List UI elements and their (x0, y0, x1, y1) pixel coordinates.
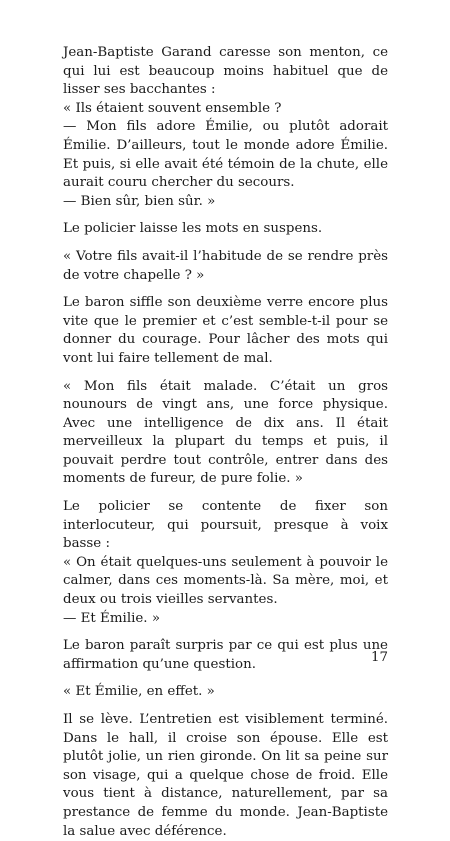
text-line: Le baron paraît surpris par ce qui est plus une affirmation qu’une question. (63, 638, 388, 672)
dialogue-line: « Et Émilie, en effet. » (63, 684, 215, 700)
paragraph (63, 294, 388, 368)
paragraph (63, 683, 388, 702)
text-line: Le policier se contente de fixer son interlocuteur, qui poursuit, presque à voix basse : (63, 499, 388, 552)
dialogue-line: « Ils étaient souvent ensemble ? (63, 100, 282, 116)
dialogue-line: « Votre fils avait-il l’habitude de se rendre près de votre chapelle ? » (63, 248, 388, 283)
text-line: Jean-Baptiste Garand caresse son menton, ce qui lui est beaucoup moins habituel que de lisser ses bacchantes : (63, 45, 388, 98)
dialogue-line: — Bien sûr, bien sûr. » (63, 193, 216, 209)
paragraph (63, 44, 388, 211)
text-line: Il se lève. L’entretien est visiblement terminé. Dans le hall, il croise son épouse. Elle est plutôt jolie, un rien gironde. On lit sa peine sur son visage, qui a quelque chose de froid. Elle vous tient à distance, naturellement, par sa prestance de femme du monde. Jean-Baptiste la salue avec déférence. (63, 712, 388, 839)
body-text (63, 44, 388, 841)
page-number: 17 (370, 650, 388, 665)
paragraph (63, 378, 388, 490)
paragraph (63, 248, 388, 285)
paragraph (63, 637, 388, 674)
paragraph (63, 498, 388, 628)
text-line: Le policier laisse les mots en suspens. (63, 221, 323, 237)
dialogue-line: « Mon fils était malade. C’était un gros nounours de vingt ans, une force physique. Avec une intelligence de dix ans. Il était merveilleux la plupart du temps et puis, il pouvait perdre tout contrôle, entrer dans des moments de fureur, de pure folie. » (63, 378, 388, 487)
dialogue-line: — Mon fils adore Émilie, ou plutôt adorait Émilie. D’ailleurs, tout le monde adore Émilie. Et puis, si elle avait été témoin de la chute, elle aurait couru chercher du secours. (63, 119, 388, 191)
paragraph (63, 711, 388, 841)
dialogue-line: — Et Émilie. » (63, 610, 161, 626)
dialogue-line: « On était quelques-uns seulement à pouvoir le calmer, dans ces moments-là. Sa mère, moi, et deux ou trois vieilles servantes. (63, 554, 388, 608)
paragraph (63, 220, 388, 239)
text-line: Le baron siffle son deuxième verre encore plus vite que le premier et c’est semble-t-il pour se donner du courage. Pour lâcher des mots qui vont lui faire tellement de mal. (63, 295, 388, 366)
